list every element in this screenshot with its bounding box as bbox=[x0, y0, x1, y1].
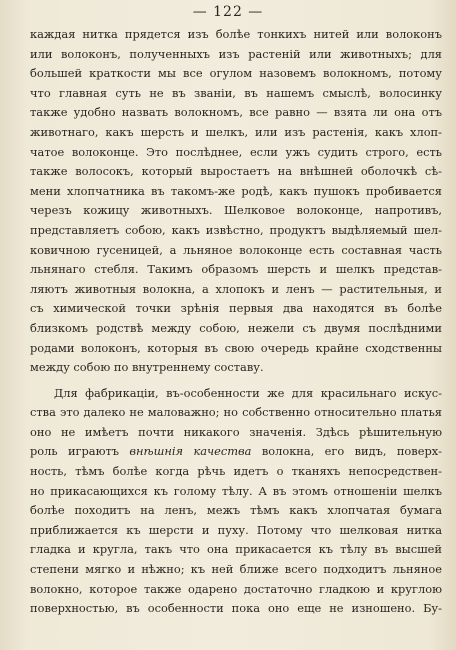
text-run: роль играютъ bbox=[30, 444, 130, 459]
text-line: Для фабрикаціи, въ-особенности же для красильнаго искус- bbox=[54, 385, 442, 400]
text-line: также волосокъ, который выростаетъ на внѣшней оболочкѣ сѣ- bbox=[30, 164, 442, 179]
emphasized-text: внѣшнія качества bbox=[129, 444, 252, 459]
text-run: волокна, его видъ, поверх- bbox=[251, 444, 442, 459]
text-line: приближается къ шерсти и пуху. Потому что шелковая нитка bbox=[30, 522, 442, 537]
text-line: черезъ кожицу животныхъ. Шелковое волоконце, напротивъ, bbox=[30, 203, 442, 218]
text-line: или волоконъ, полученныхъ изъ растеній или животныхъ; для bbox=[30, 46, 442, 61]
text-line bbox=[30, 442, 442, 462]
text-line: ковичною гусеницей, а льняное волоконце есть составная часть bbox=[30, 242, 442, 257]
text-line: ства это далеко не маловажно; но собственно относительно платья bbox=[30, 405, 442, 420]
text-line: съ химической точки зрѣнія первыя два находятся въ болѣе bbox=[30, 301, 442, 316]
text-line: близкомъ родствѣ между собою, нежели съ двумя послѣдними bbox=[30, 320, 442, 335]
text-line: каждая нитка прядется изъ болѣе тонкихъ нитей или волоконъ bbox=[30, 27, 442, 41]
text-line: родами волоконъ, которыя въ свою очередь крайне сходственны bbox=[30, 340, 442, 355]
text-line: оно не имѣетъ почти никакого значенія. Здѣсь рѣшительную bbox=[30, 424, 442, 439]
text-line: степени мягко и нѣжно; къ ней ближе всего подходитъ льняное bbox=[30, 562, 442, 577]
body-text bbox=[30, 25, 442, 619]
text-line: болѣе походитъ на ленъ, межъ тѣмъ какъ хлопчатая бумага bbox=[30, 503, 442, 518]
text-line: что главная суть не въ званіи, въ нашемъ смыслѣ, волосинку bbox=[30, 85, 442, 100]
text-line: также удобно назвать волокномъ, все равно — взята ли она отъ bbox=[30, 105, 442, 120]
text-line: но прикасающихся къ голому тѣлу. А въ этомъ отношеніи шелкъ bbox=[30, 483, 442, 498]
text-line: между собою по внутреннему составу. bbox=[30, 360, 264, 375]
text-line: большей краткости мы все огулом назовемъ волокномъ, потому bbox=[30, 66, 442, 81]
page-number: — 122 — bbox=[192, 4, 264, 20]
text-line: волокно, которое также одарено достаточно гладкою и круглою bbox=[30, 581, 442, 596]
text-line: мени хлопчатника въ такомъ-же родѣ, какъ пушокъ пробивается bbox=[30, 183, 442, 198]
text-line: льнянаго стебля. Такимъ образомъ шерсть и шелкъ представ- bbox=[30, 262, 442, 277]
text-line: чатое волоконце. Это послѣднее, если ужъ судить строго, есть bbox=[30, 144, 442, 159]
text-line: гладка и кругла, такъ что она прикасается къ тѣлу въ высшей bbox=[30, 542, 442, 557]
text-line: ность, тѣмъ болѣе когда рѣчь идетъ о тканяхъ непосредствен- bbox=[30, 464, 442, 479]
text-line: представляетъ собою, какъ извѣстно, продуктъ выдѣляемый шел- bbox=[30, 222, 442, 237]
text-line: животнаго, какъ шерсть и шелкъ, или изъ растенія, какъ хлоп- bbox=[30, 124, 442, 139]
text-line: ляютъ животныя волокна, а хлопокъ и ленъ — растительныя, и bbox=[30, 281, 442, 296]
text-line: поверхностью, въ особенности пока оно еще не изношено. Бу- bbox=[30, 601, 442, 616]
